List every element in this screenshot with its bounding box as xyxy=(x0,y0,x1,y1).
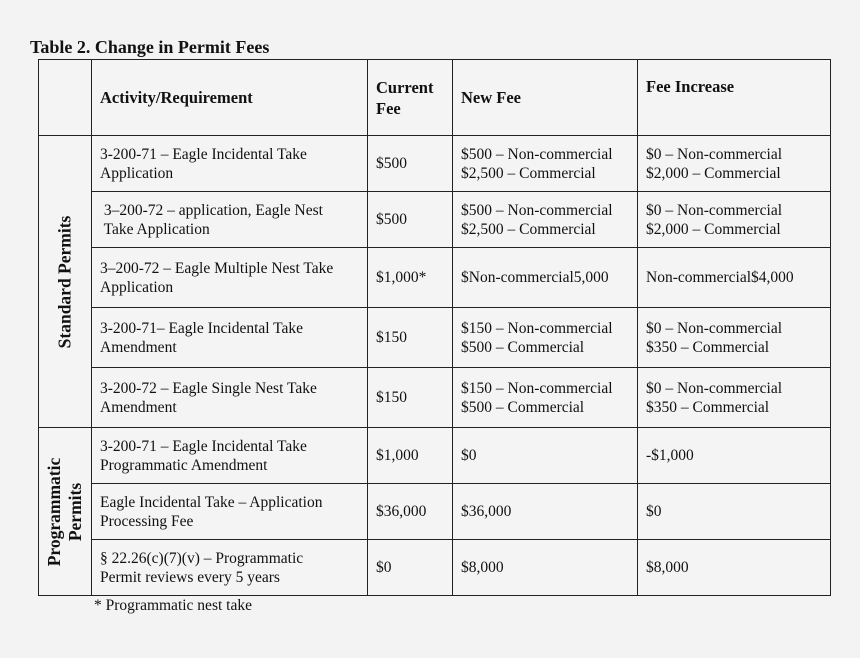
activity-line: 3-200-72 – Eagle Single Nest Take xyxy=(100,379,317,397)
fee-increase-line: $350 – Commercial xyxy=(646,338,770,356)
header-new-fee: New Fee xyxy=(453,60,638,136)
table-row xyxy=(39,540,831,596)
category-programmatic-permits xyxy=(39,428,92,596)
activity-line: 3-200-71– Eagle Incidental Take xyxy=(100,319,304,337)
header-current-fee-line1: Current xyxy=(376,77,434,97)
fee-increase-cell xyxy=(638,368,831,428)
category-standard-permits xyxy=(39,136,92,428)
permit-fees-table xyxy=(38,59,831,596)
new-fee-cell xyxy=(453,192,638,248)
activity-line: Permit reviews every 5 years xyxy=(100,568,280,586)
activity-line: 3–200-72 – application, Eagle Nest xyxy=(100,201,323,219)
fee-increase-cell xyxy=(638,484,831,540)
footnote: * Programmatic nest take xyxy=(94,597,252,614)
activity-cell xyxy=(92,368,368,428)
header-blank xyxy=(39,60,92,136)
category-standard-label: Standard Permits xyxy=(54,215,75,348)
activity-cell xyxy=(92,248,368,308)
activity-cell xyxy=(92,484,368,540)
fee-increase-line: $0 – Non-commercial xyxy=(646,319,783,337)
activity-line: Eagle Incidental Take – Application xyxy=(100,493,323,511)
activity-line: 3–200-72 – Eagle Multiple Nest Take xyxy=(100,259,334,277)
fee-increase-line: $0 – Non-commercial xyxy=(646,379,783,397)
activity-line: § 22.26(c)(7)(v) – Programmatic xyxy=(100,549,304,567)
new-fee-line: $2,500 – Commercial xyxy=(461,164,596,182)
new-fee-line: $8,000 xyxy=(461,559,504,576)
fee-increase-cell xyxy=(638,248,831,308)
table-row xyxy=(39,484,831,540)
new-fee-cell xyxy=(453,368,638,428)
new-fee-cell xyxy=(453,428,638,484)
fee-increase-line: $0 – Non-commercial xyxy=(646,201,783,219)
new-fee-line: $0 xyxy=(461,447,477,464)
new-fee-line: $150 – Non-commercial xyxy=(461,319,613,337)
activity-cell xyxy=(92,192,368,248)
fee-increase-line: Non-commercial$4,000 xyxy=(646,269,794,286)
header-row xyxy=(39,60,831,136)
category-programmatic-line2: Permits xyxy=(65,482,85,541)
category-programmatic-label xyxy=(44,457,86,566)
new-fee-cell xyxy=(453,308,638,368)
fee-increase-cell xyxy=(638,428,831,484)
header-activity: Activity/Requirement xyxy=(92,60,368,136)
new-fee-line: $36,000 xyxy=(461,503,512,520)
new-fee-line: $500 – Non-commercial xyxy=(461,145,613,163)
table-row xyxy=(39,192,831,248)
table-title: Table 2. Change in Permit Fees xyxy=(30,37,270,57)
activity-line: Application xyxy=(100,164,174,182)
fee-increase-line: $0 xyxy=(646,503,662,520)
activity-line: Take Application xyxy=(100,220,210,238)
current-fee-cell: $1,000 xyxy=(368,428,453,484)
table-row xyxy=(39,248,831,308)
new-fee-line: $500 – Commercial xyxy=(461,398,585,416)
current-fee-cell: $36,000 xyxy=(368,484,453,540)
current-fee-cell: $150 xyxy=(368,368,453,428)
new-fee-cell xyxy=(453,540,638,596)
new-fee-line: $500 – Commercial xyxy=(461,338,585,356)
activity-line: Amendment xyxy=(100,338,177,356)
activity-line: Amendment xyxy=(100,398,177,416)
fee-increase-line: $0 – Non-commercial xyxy=(646,145,783,163)
fee-increase-cell xyxy=(638,308,831,368)
activity-line: Programmatic Amendment xyxy=(100,456,268,474)
current-fee-cell: $500 xyxy=(368,192,453,248)
new-fee-line: $Non-commercial5,000 xyxy=(461,269,609,286)
new-fee-line: $150 – Non-commercial xyxy=(461,379,613,397)
table-row xyxy=(39,136,831,192)
fee-increase-line: $8,000 xyxy=(646,559,689,576)
activity-line: 3-200-71 – Eagle Incidental Take xyxy=(100,437,307,455)
category-programmatic-line1: Programmatic xyxy=(44,457,64,566)
current-fee-cell: $150 xyxy=(368,308,453,368)
fee-increase-line: $2,000 – Commercial xyxy=(646,220,781,238)
header-fee-increase: Fee Increase xyxy=(638,60,831,136)
table-row xyxy=(39,308,831,368)
new-fee-cell xyxy=(453,248,638,308)
fee-increase-cell xyxy=(638,136,831,192)
header-current-fee xyxy=(368,60,453,136)
fee-increase-line: -$1,000 xyxy=(646,447,694,464)
new-fee-line: $500 – Non-commercial xyxy=(461,201,613,219)
activity-cell xyxy=(92,428,368,484)
fee-increase-cell xyxy=(638,540,831,596)
activity-line: Application xyxy=(100,278,174,296)
fee-increase-cell xyxy=(638,192,831,248)
current-fee-cell: $500 xyxy=(368,136,453,192)
activity-line: 3-200-71 – Eagle Incidental Take xyxy=(100,145,307,163)
table-row xyxy=(39,368,831,428)
table-row xyxy=(39,428,831,484)
current-fee-cell: $1,000* xyxy=(368,248,453,308)
new-fee-line: $2,500 – Commercial xyxy=(461,220,596,238)
activity-cell xyxy=(92,308,368,368)
fee-increase-line: $350 – Commercial xyxy=(646,398,770,416)
new-fee-cell xyxy=(453,136,638,192)
fee-increase-line: $2,000 – Commercial xyxy=(646,164,781,182)
current-fee-cell: $0 xyxy=(368,540,453,596)
header-current-fee-line2: Fee xyxy=(376,98,401,118)
activity-cell xyxy=(92,540,368,596)
activity-cell xyxy=(92,136,368,192)
activity-line: Processing Fee xyxy=(100,512,194,530)
new-fee-cell xyxy=(453,484,638,540)
